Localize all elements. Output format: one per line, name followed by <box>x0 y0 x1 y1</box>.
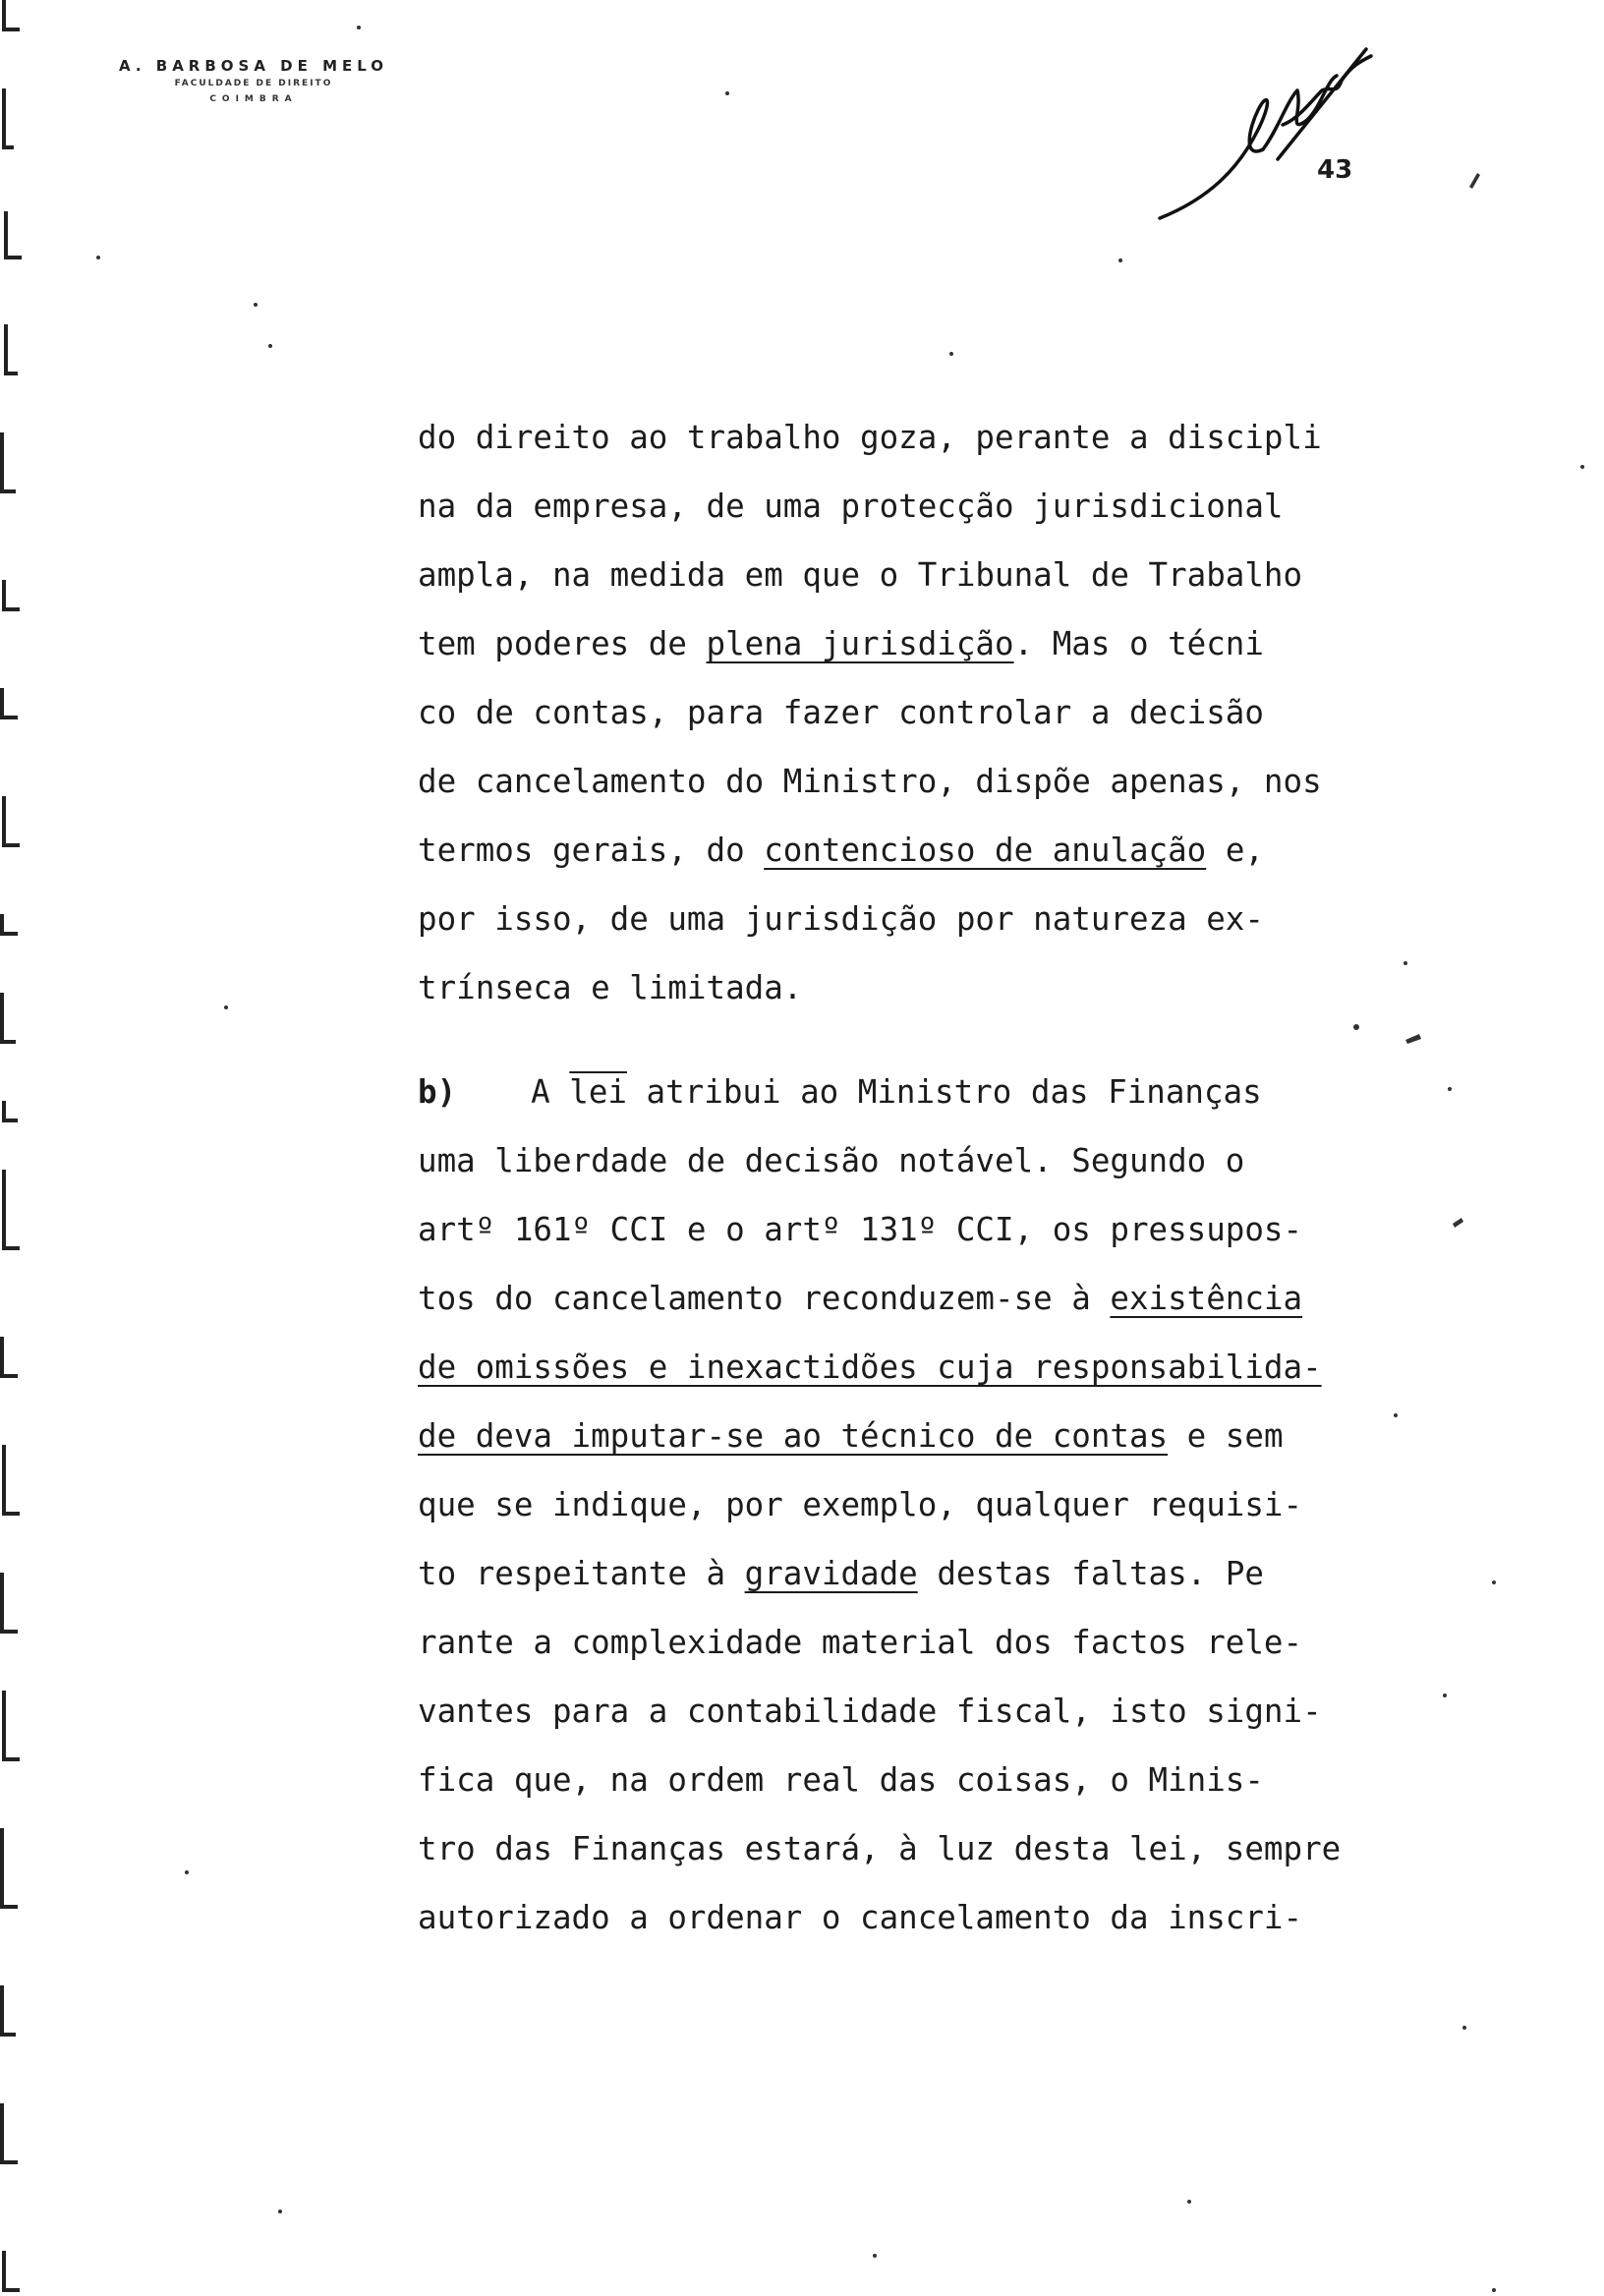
handwritten-signature <box>1140 22 1376 228</box>
letterhead-faculty: FACULDADE DE DIREITO <box>174 79 333 88</box>
underlined-term: de omissões e inexactidões cuja responsabilida- <box>418 1349 1322 1386</box>
text-line: autorizado a ordenar o cancelamento da inscri- <box>418 1899 1303 1936</box>
text-line: tos do cancelamento reconduzem-se à existência <box>418 1280 1303 1317</box>
underlined-term: gravidade <box>744 1555 918 1592</box>
text-line: tro das Finanças estará, à luz desta lei, sempre <box>418 1830 1342 1867</box>
underlined-term: existência <box>1110 1280 1303 1317</box>
binding-margin-marks <box>0 0 39 2296</box>
letterhead-name: A. BARBOSA DE MELO <box>118 57 389 75</box>
text-line: fica que, na ordem real das coisas, o Minis- <box>418 1761 1264 1799</box>
typed-text-body <box>418 415 1366 1964</box>
text-line: co de contas, para fazer controlar a decisão <box>418 694 1264 731</box>
text-line: rante a complexidade material dos factos rele- <box>418 1624 1303 1661</box>
paragraph-label: b) <box>418 1073 457 1111</box>
page-number: 43 <box>1317 155 1353 185</box>
underlined-term: contencioso de anulação <box>764 832 1207 869</box>
letterhead <box>77 57 430 104</box>
text-line: que se indique, por exemplo, qualquer requisi- <box>418 1486 1303 1523</box>
text-line: trínseca e limitada. <box>418 969 803 1006</box>
text-line: to respeitante à gravidade destas faltas. Pe <box>418 1555 1264 1592</box>
underlined-term: de deva imputar-se ao técnico de contas <box>418 1417 1169 1455</box>
text-line: na da empresa, de uma protecção jurisdicional <box>418 488 1284 525</box>
text-line: tem poderes de plena jurisdição. Mas o técni <box>418 625 1264 662</box>
text-line: b) A $\overline{lei}$ atribui ao Ministro das Finanças <box>418 1073 1262 1111</box>
underlined-term: plena jurisdição <box>706 625 1014 662</box>
text-line: de cancelamento do Ministro, dispõe apenas, nos <box>418 763 1322 800</box>
text-line: vantes para a contabilidade fiscal, isto signi- <box>418 1693 1322 1730</box>
letterhead-city: COIMBRA <box>209 94 298 104</box>
text-line <box>418 1345 1366 1413</box>
text-line: por isso, de uma jurisdição por natureza ex- <box>418 900 1264 938</box>
text-line: ampla, na medida em que o Tribunal de Trabalho <box>418 556 1303 594</box>
text-line: uma liberdade de decisão notável. Segundo o <box>418 1142 1245 1179</box>
text-line: de deva imputar-se ao técnico de contas e sem <box>418 1417 1284 1455</box>
text-line: termos gerais, do contencioso de anulação e, <box>418 832 1264 869</box>
text-line: artº 161º CCI e o artº 131º CCI, os pressupos- <box>418 1211 1303 1248</box>
text-line: do direito ao trabalho goza, perante a discipli <box>418 419 1322 456</box>
